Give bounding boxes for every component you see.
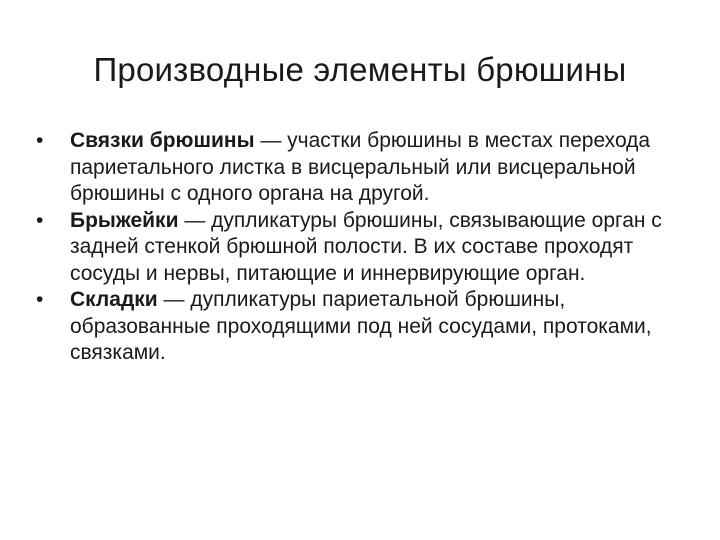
bullet-term: Брыжейки — [70, 208, 179, 232]
bullet-item-folds — [30, 287, 690, 367]
bullet-term: Связки брюшины — [70, 129, 255, 152]
bullet-text: — дупликатуры париетальной брюшины, образованные проходящими под ней сосудами, протоками, связками. — [70, 288, 652, 364]
bullet-term: Складки — [70, 288, 158, 311]
bullet-item-ligaments — [30, 128, 690, 208]
bullet-list — [30, 128, 690, 367]
bullet-text: — участки брюшины в местах перехода париетального листка в висцеральный или висцеральной брюшины с одного органа на другой. — [70, 129, 651, 205]
slide-title: Производные элементы брюшины — [93, 51, 627, 88]
bullet-marker: • — [36, 208, 44, 232]
bullet-marker: • — [36, 288, 44, 311]
bullet-item-mesenteries — [30, 208, 690, 288]
bullet-marker: • — [36, 129, 44, 152]
bullet-text: — дупликатуры брюшины, связывающие орган с задней стенкой брюшной полости. В их составе проходят сосуды и нервы, питающие и иннервирующие орган. — [70, 208, 662, 285]
